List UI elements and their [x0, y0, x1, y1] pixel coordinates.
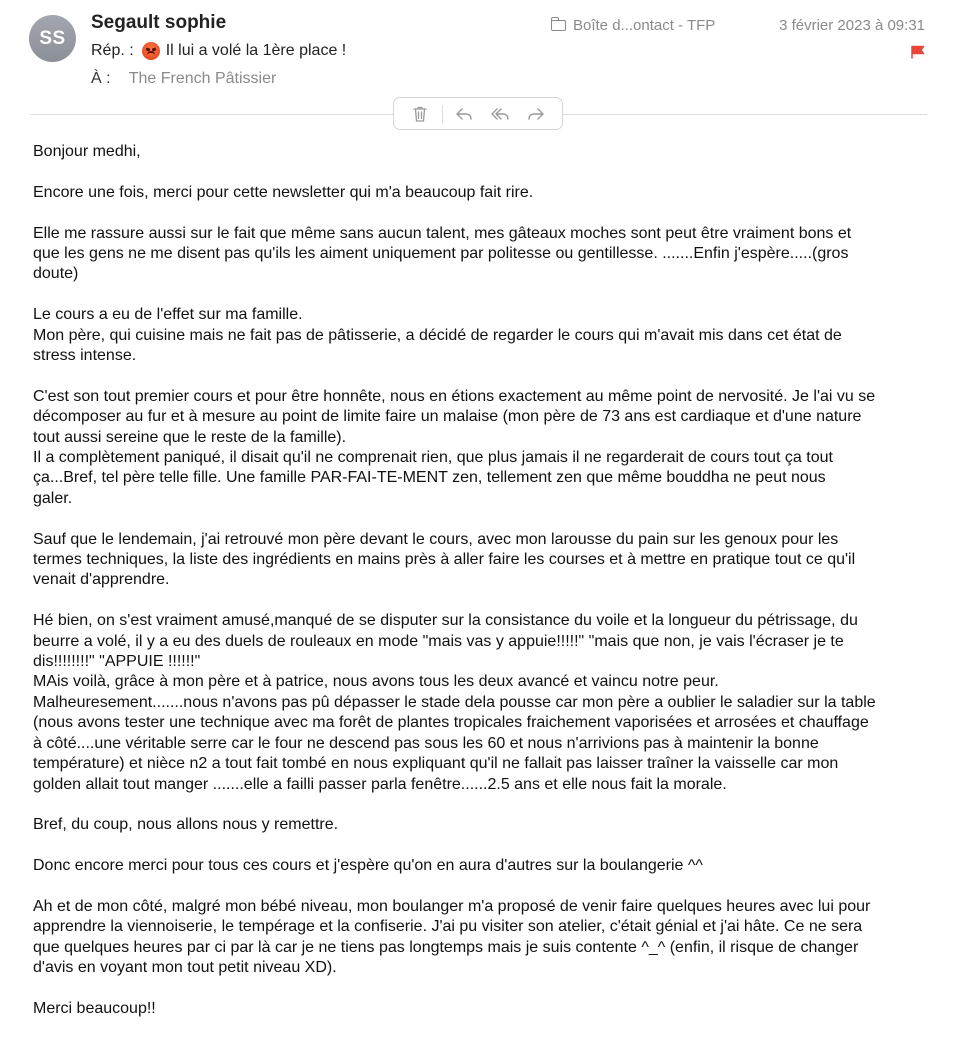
message-date: 3 février 2023 à 09:31 — [779, 17, 925, 34]
body-paragraph: Donc encore merci pour tous ces cours et j'espère qu'on en aura d'autres sur la boulangerie ^^ — [33, 857, 703, 875]
reply-all-button[interactable] — [486, 102, 514, 126]
reply-icon — [454, 104, 474, 124]
flag-icon[interactable] — [911, 45, 925, 59]
forward-icon — [526, 104, 546, 124]
body-paragraph: Le cours a eu de l'effet sur ma famille. Mon père, qui cuisine mais ne fait pas de pâtisserie, a décidé de regarder le cours qui m'avait mis dans cet état de stress intense. — [33, 306, 842, 365]
trash-icon — [410, 104, 430, 124]
recipient-name[interactable]: The French Pâtissier — [128, 70, 277, 87]
avatar[interactable]: SS — [29, 15, 76, 62]
body-paragraph: Hé bien, on s'est vraiment amusé,manqué de se disputer sur la consistance du voile et la longueur du pétrissage, du beurre a volé, il y a eu des duels de rouleaux en mode "mais vas y appuie!!!!!" "mais que non, je vais l'écraser je te dis!!!!!!!!" "APPUIE !!!!!!" MAis voilà, grâce à mon père et à patrice, nous avons tous les deux avancé et vaincu notre peur. Malheuresement.......nous n'avons pas pû dépasser le stade dela pousse car mon père a oublier le saladier sur la table (nous avons tester une technique avec ma forêt de plantes tropicales fraichement vaporisées et arrosées et chauffage à côté....une véritable serre car le four ne descend pas sous les 60 et nous n'arrivions pas à maintenir la bonne température) et nièce n2 a tout fait tombé en nous expliquant qu'il ne fallait pas laisser traîner la vaisselle car mon golden allait tout manger .......elle a failli passer parla fenêtre......2.5 ans et elle nous fait la morale. — [33, 612, 876, 793]
message-toolbar — [393, 97, 563, 130]
message-body — [33, 142, 933, 1040]
body-paragraph: Ah et de mon côté, malgré mon bébé niveau, mon boulanger m'a proposé de venir faire quelques heures avec lui pour apprendre la viennoiserie, le tempérage et la confiserie. J'ai pu visiter son atelier, c'était génial et j'ai hâte. Ce ne sera que quelques heures par ci par là car je ne tiens pas longtemps mais je suis contente ^_^ (enfin, il risque de changer d'avis en voyant mon tout petit niveau XD). — [33, 897, 871, 977]
body-paragraph: Merci beaucoup!! — [33, 999, 156, 1017]
body-paragraph: Sauf que le lendemain, j'ai retrouvé mon père devant le cours, avec mon larousse du pain sur les genoux pour les termes techniques, la liste des ingrédients en mains près à aller faire les courses et à mettre en pratique tout ce qu'il venait d'apprendre. — [33, 530, 856, 589]
recipient-row — [91, 70, 276, 88]
body-paragraph: Elle me rassure aussi sur le fait que même sans aucun talent, mes gâteaux moches sont peut être vraiment bons et que les gens ne me disent pas qu'ils les aiment uniquement par politesse ou gentillesse. .......Enfin j'espère.....(gros doute) — [33, 224, 852, 283]
message-header — [0, 0, 961, 100]
subject-prefix: Rép. : — [91, 42, 134, 59]
mailbox-label[interactable] — [551, 17, 715, 34]
reply-button[interactable] — [450, 102, 478, 126]
mailbox-name: Boîte d...ontact - TFP — [573, 17, 716, 34]
reply-all-icon — [490, 104, 510, 124]
subject-line — [91, 42, 346, 60]
delete-button[interactable] — [406, 102, 434, 126]
subject-text: Il lui a volé la 1ère place ! — [165, 42, 347, 59]
body-paragraph: Bref, du coup, nous allons nous y remettre. — [33, 816, 339, 834]
to-label: À : — [91, 70, 111, 87]
toolbar-separator — [442, 105, 443, 123]
body-paragraph: Bonjour medhi, — [33, 143, 141, 160]
folder-icon — [551, 20, 566, 31]
forward-button[interactable] — [522, 102, 550, 126]
body-paragraph: C'est son tout premier cours et pour être honnête, nous en étions exactement au même point de nervosité. Je l'ai vu se décomposer au fur et à mesure au point de limite faire un malaise (mon père de 73 ans est cardiaque et d'une nature tout aussi sereine que le reste de la famille). Il a complètement paniqué, il disait qu'il ne comprenait rien, que plus jamais il ne regarderait de cours tout ça tout ça...Bref, tel père telle fille. Une famille PAR-FAI-TE-MENT zen, tellement zen que même bouddha ne peut nous galer. — [33, 387, 876, 507]
body-paragraph: Encore une fois, merci pour cette newsletter qui m'a beaucoup fait rire. — [33, 183, 534, 201]
sender-name[interactable]: Segault sophie — [91, 12, 227, 33]
angry-face-emoji-icon — [142, 42, 160, 60]
